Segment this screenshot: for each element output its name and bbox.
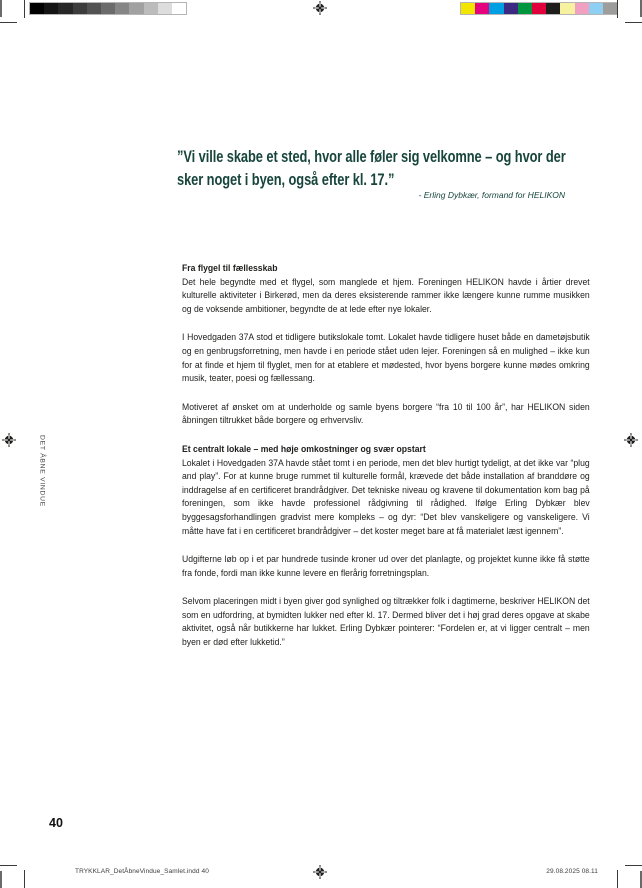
article-body — [182, 262, 590, 665]
crop-mark — [0, 865, 17, 866]
registration-mark-icon — [313, 865, 327, 879]
crop-mark — [617, 870, 618, 888]
body-paragraph: I Hovedgaden 37A stod et tidligere butikslokale tomt. Lokalet havde tidligere huset både en dametøjsbutik og en genbrugsforretning, men havde i en periode stået uden lejer. Foreningen så en mulighed – ikke kun for at finde et hjem til flyglet, men for at etablere et mødested, hvor byens borgere kunne mødes omkring musik, teater, poesi og fællessang. — [182, 332, 590, 385]
calibration-swatch — [461, 3, 475, 14]
body-paragraph: Motiveret af ønsket om at underholde og samle byens borgere “fra 10 til 100 år”, har HELIKON siden åbningen tiltrukket både borgere og erhvervsliv. — [182, 401, 590, 427]
calibration-swatch — [144, 3, 158, 14]
registration-mark-icon — [624, 433, 638, 447]
body-paragraph: Det hele begyndte med et flygel, som manglede et hjem. Foreningen HELIKON havde i årtier drevet kulturelle aktiviteter i Birkerød, men da deres eksisterende rammer ikke længere kunne rumme musikken og de voksende ambitioner, begyndte de at lede efter nye lokaler. — [182, 276, 590, 315]
body-paragraph: Selvom placeringen midt i byen giver god synlighed og tiltrækker folk i dagtimerne, beskriver HELIKON det som en udfordring, at bymidten lukker ned efter kl. 17. Dermed bliver det i høj grad deres opgave at skabe aktivitet, også når butikkerne har lukket. Erling Dybkær pointerer: “Fordelen er, at vi ligger centralt – men byen er død efter lukketid.” — [182, 596, 590, 649]
calibration-swatch — [504, 3, 518, 14]
color-calibration-bar — [460, 2, 618, 15]
calibration-swatch — [73, 3, 87, 14]
calibration-swatch — [158, 3, 172, 14]
calibration-swatch — [87, 3, 101, 14]
grayscale-calibration-bar — [29, 2, 187, 15]
crop-mark — [24, 0, 25, 18]
crop-mark — [0, 22, 17, 23]
calibration-swatch — [589, 3, 603, 14]
quote-attribution: - Erling Dybkær, formand for HELIKON — [418, 190, 565, 200]
calibration-swatch — [518, 3, 532, 14]
calibration-swatch — [560, 3, 574, 14]
footer-timestamp: 29.08.2025 08.11 — [546, 868, 598, 875]
section-heading: Fra flygel til fællesskab — [182, 263, 278, 274]
calibration-swatch — [546, 3, 560, 14]
calibration-swatch — [129, 3, 143, 14]
crop-mark — [625, 22, 642, 23]
page-number: 40 — [49, 816, 63, 830]
calibration-swatch — [489, 3, 503, 14]
calibration-swatch — [115, 3, 129, 14]
crop-mark — [617, 0, 618, 18]
spine-title: DET ÅBNE VINDUE — [38, 435, 46, 507]
calibration-swatch — [575, 3, 589, 14]
calibration-swatch — [101, 3, 115, 14]
body-paragraph: Lokalet i Hovedgaden 37A havde stået tomt i en periode, men det blev hurtigt tydeligt, at det ikke var “plug and play”. For at kunne bruge rummet til kulturelle formål, krævede det både installation af branddøre og inddragelse af en certificeret brandrådgiver. Det tekniske niveau og kravene til dokumentation kom bag på foreningen, som ikke havde professionel rådgivning til rådighed. Ifølge Erling Dybkær blev byggesagsforhandlingen gradvist mere kompleks – og dyr: “Det blev vanskeligere og vanskeligere. Vi måtte have fat i en certificeret brandrådgiver – det koster meget bare at få materialet læst igennem”. — [182, 457, 590, 537]
bleed-edge-mark — [0, 871, 2, 888]
crop-mark — [625, 865, 642, 866]
body-paragraph: Udgifterne løb op i et par hundrede tusinde kroner ud over det planlagte, og projektet kunne ikke få støtte fra fonde, fordi man ikke kunne levere en flerårig forretningsplan. — [182, 554, 590, 579]
calibration-swatch — [30, 3, 44, 14]
crop-mark — [24, 870, 25, 888]
footer-filename: TRYKKLAR_DetÅbneVindue_Samlet.indd 40 — [75, 868, 209, 875]
calibration-swatch — [172, 3, 186, 14]
calibration-swatch — [44, 3, 58, 14]
calibration-swatch — [475, 3, 489, 14]
calibration-swatch — [58, 3, 72, 14]
registration-mark-icon — [2, 433, 16, 447]
registration-mark-icon — [313, 1, 327, 15]
bleed-edge-mark — [0, 0, 2, 17]
calibration-swatch — [603, 3, 617, 14]
section-heading: Et centralt lokale – med høje omkostninger og svær opstart — [182, 443, 426, 455]
pull-quote: ”Vi ville skabe et sted, hvor alle føler sig velkomne – og hvor der sker noget i byen, også efter kl. 17.” — [177, 148, 566, 189]
calibration-swatch — [532, 3, 546, 14]
